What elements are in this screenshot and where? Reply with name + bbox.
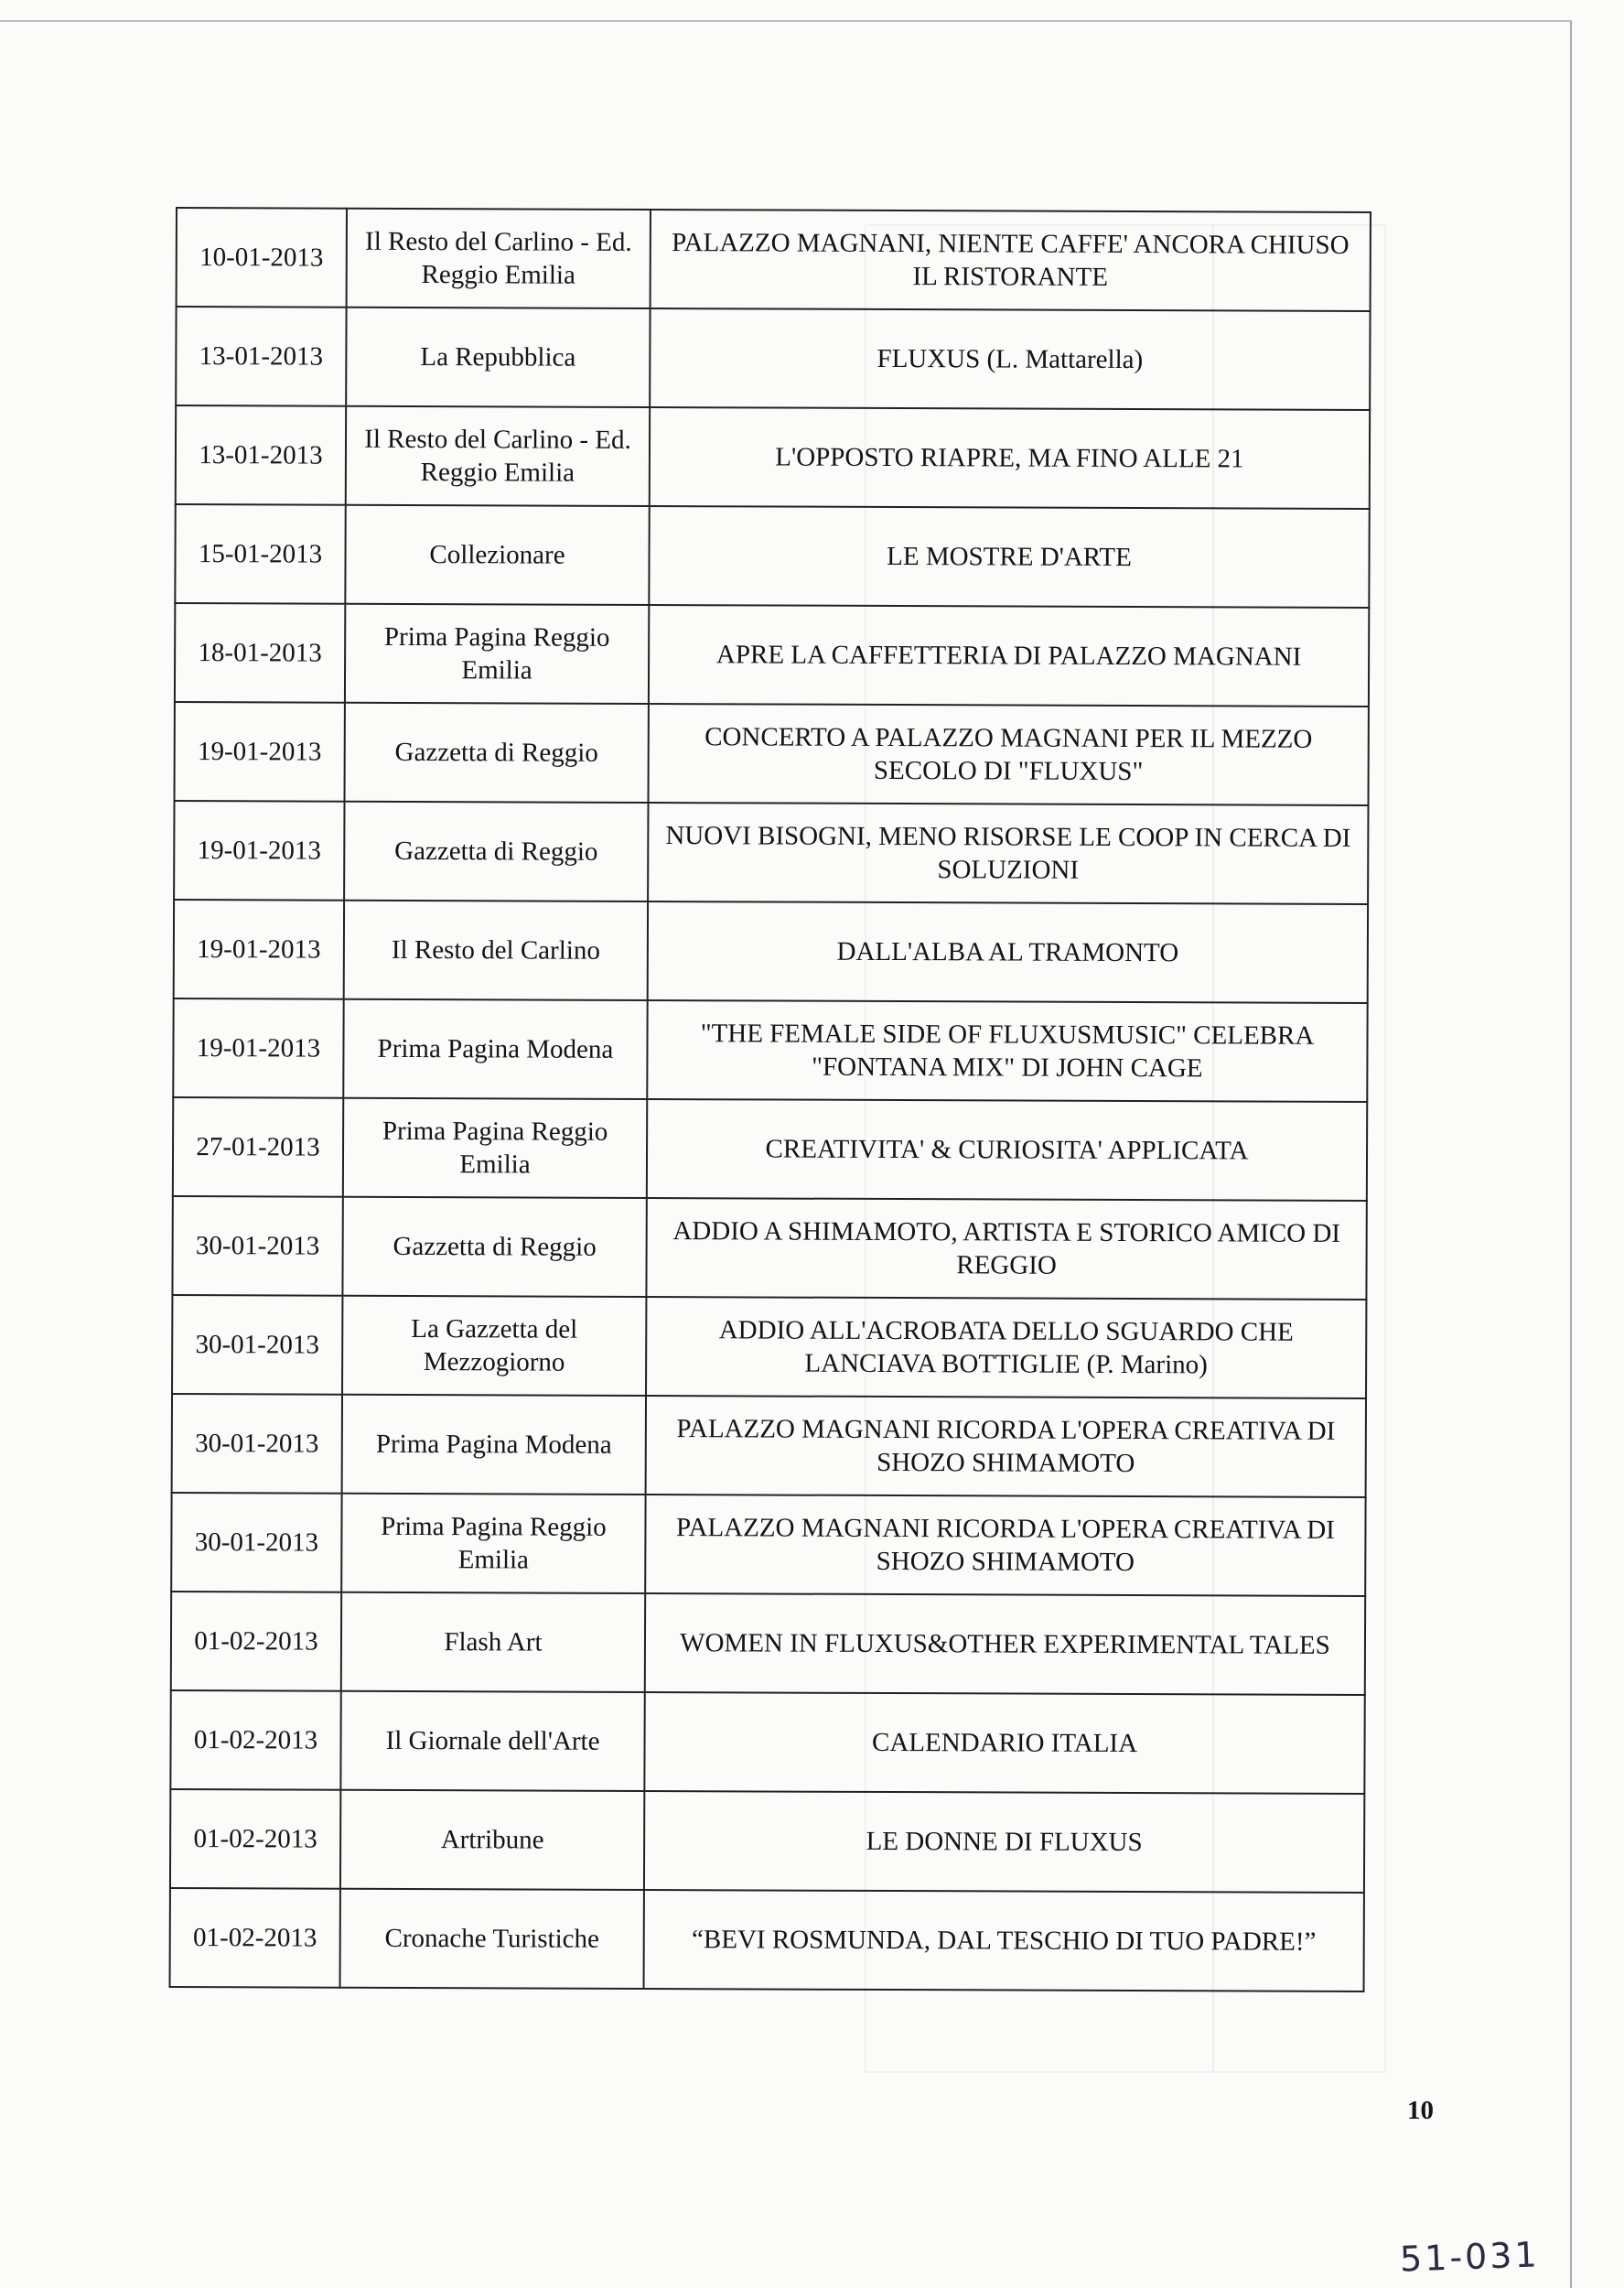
source-cell: Flash Art xyxy=(341,1592,645,1692)
source-cell: Il Giornale dell'Arte xyxy=(340,1691,644,1791)
press-review-rows xyxy=(170,208,1371,1991)
title-cell: NUOVI BISOGNI, MENO RISORSE LE COOP IN CERCA DI SOLUZIONI xyxy=(648,803,1368,904)
source-cell: Prima Pagina Reggio Emilia xyxy=(343,1098,647,1198)
title-cell: APRE LA CAFFETTERIA DI PALAZZO MAGNANI xyxy=(649,605,1369,707)
source-cell: Prima Pagina Reggio Emilia xyxy=(341,1494,645,1593)
date-cell: 30-01-2013 xyxy=(172,1394,342,1494)
date-cell: 19-01-2013 xyxy=(175,702,345,802)
date-cell: 27-01-2013 xyxy=(173,1097,343,1197)
source-cell: La Gazzetta del Mezzogiorno xyxy=(342,1296,646,1396)
source-cell: Il Resto del Carlino - Ed. Reggio Emilia xyxy=(347,209,651,308)
table-row xyxy=(174,801,1368,904)
date-cell: 13-01-2013 xyxy=(176,307,346,406)
table-row xyxy=(172,1394,1366,1497)
source-cell: Gazzetta di Reggio xyxy=(342,1197,646,1297)
date-cell: 10-01-2013 xyxy=(177,208,347,308)
date-cell: 19-01-2013 xyxy=(174,801,344,901)
date-cell: 30-01-2013 xyxy=(172,1295,342,1395)
title-cell: DALL'ALBA AL TRAMONTO xyxy=(648,901,1368,1003)
date-cell: 01-02-2013 xyxy=(170,1690,340,1790)
table-row xyxy=(170,1789,1364,1893)
date-cell: 01-02-2013 xyxy=(170,1888,340,1988)
date-cell: 18-01-2013 xyxy=(175,603,345,703)
source-cell: Il Resto del Carlino - Ed. Reggio Emilia xyxy=(346,406,650,506)
title-cell: FLUXUS (L. Mattarella) xyxy=(650,308,1370,410)
table-row xyxy=(176,307,1370,410)
date-cell: 30-01-2013 xyxy=(171,1493,341,1592)
table-row xyxy=(171,1493,1365,1596)
table-row xyxy=(170,1888,1364,1991)
table-row xyxy=(173,1097,1367,1201)
title-cell: ADDIO A SHIMAMOTO, ARTISTA E STORICO AMICO DI REGGIO xyxy=(646,1198,1366,1300)
source-cell: Gazzetta di Reggio xyxy=(344,802,648,901)
table-row xyxy=(174,900,1368,1003)
table-row xyxy=(177,208,1371,311)
title-cell: CREATIVITA' & CURIOSITA' APPLICATA xyxy=(647,1099,1367,1201)
source-cell: La Repubblica xyxy=(346,308,650,407)
date-cell: 01-02-2013 xyxy=(170,1789,340,1889)
table-row xyxy=(173,998,1367,1102)
source-cell: Il Resto del Carlino xyxy=(344,901,648,1000)
page-number: 10 xyxy=(1407,2096,1434,2125)
title-cell: CALENDARIO ITALIA xyxy=(644,1692,1364,1794)
title-cell: WOMEN IN FLUXUS&OTHER EXPERIMENTAL TALES xyxy=(645,1593,1365,1695)
date-cell: 19-01-2013 xyxy=(173,998,343,1098)
table-row xyxy=(175,603,1369,707)
archive-code: 51-031 xyxy=(1399,2234,1541,2280)
date-cell: 19-01-2013 xyxy=(174,900,344,999)
table-row xyxy=(171,1592,1365,1695)
press-review-table xyxy=(169,207,1371,1992)
source-cell: Cronache Turistiche xyxy=(340,1889,644,1989)
title-cell: CONCERTO A PALAZZO MAGNANI PER IL MEZZO SECOLO DI "FLUXUS" xyxy=(649,704,1369,805)
title-cell: L'OPPOSTO RIAPRE, MA FINO ALLE 21 xyxy=(650,407,1370,509)
title-cell: LE DONNE DI FLUXUS xyxy=(644,1791,1364,1893)
title-cell: PALAZZO MAGNANI, NIENTE CAFFE' ANCORA CHIUSO IL RISTORANTE xyxy=(651,210,1371,311)
source-cell: Prima Pagina Modena xyxy=(343,999,647,1099)
table-row xyxy=(175,504,1369,608)
date-cell: 01-02-2013 xyxy=(171,1592,341,1691)
table-row xyxy=(170,1690,1364,1794)
source-cell: Collezionare xyxy=(345,505,649,605)
date-cell: 15-01-2013 xyxy=(175,504,345,604)
date-cell: 30-01-2013 xyxy=(172,1196,342,1296)
source-cell: Gazzetta di Reggio xyxy=(345,703,649,803)
title-cell: PALAZZO MAGNANI RICORDA L'OPERA CREATIVA DI SHOZO SHIMAMOTO xyxy=(645,1495,1365,1596)
table-row xyxy=(172,1295,1366,1398)
title-cell: "THE FEMALE SIDE OF FLUXUSMUSIC" CELEBRA "FONTANA MIX" DI JOHN CAGE xyxy=(647,1000,1367,1102)
title-cell: “BEVI ROSMUNDA, DAL TESCHIO DI TUO PADRE!” xyxy=(644,1890,1364,1991)
title-cell: LE MOSTRE D'ARTE xyxy=(649,506,1369,608)
table-row xyxy=(176,405,1370,509)
title-cell: ADDIO ALL'ACROBATA DELLO SGUARDO CHE LANCIAVA BOTTIGLIE (P. Marino) xyxy=(646,1297,1366,1398)
source-cell: Artribune xyxy=(340,1790,644,1890)
table-row xyxy=(172,1196,1366,1300)
table-row xyxy=(175,702,1369,805)
source-cell: Prima Pagina Reggio Emilia xyxy=(345,604,649,704)
title-cell: PALAZZO MAGNANI RICORDA L'OPERA CREATIVA DI SHOZO SHIMAMOTO xyxy=(646,1396,1366,1497)
date-cell: 13-01-2013 xyxy=(176,405,346,505)
source-cell: Prima Pagina Modena xyxy=(342,1395,646,1495)
